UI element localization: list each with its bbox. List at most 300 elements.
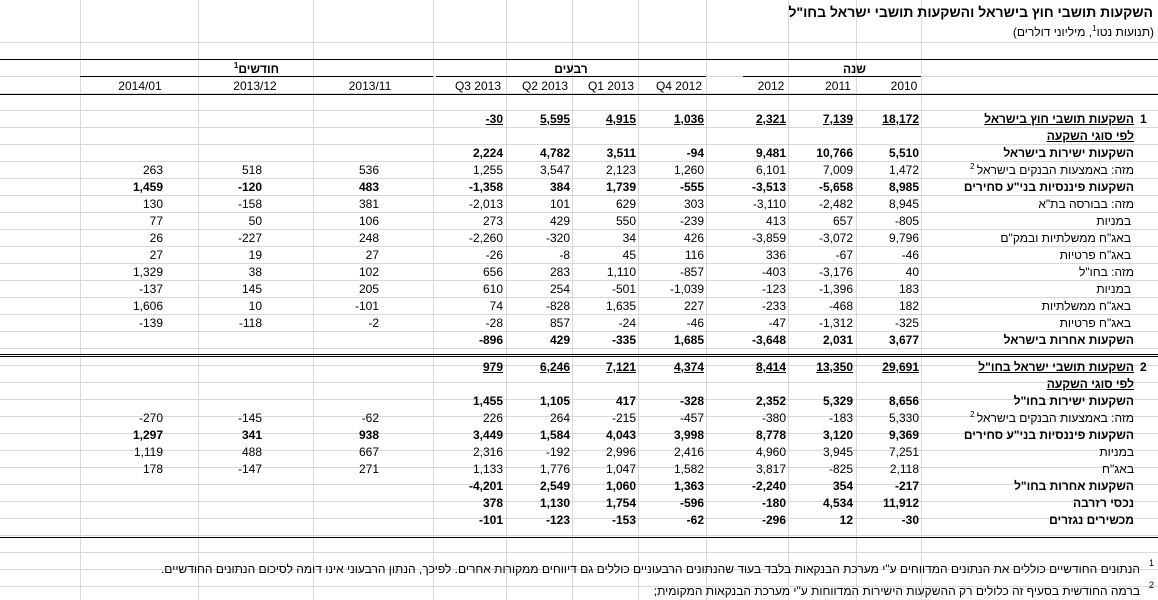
table-cell: 116 (684, 248, 704, 262)
table-cell: 381 (358, 197, 379, 211)
table-cell: -1,358 (468, 180, 503, 194)
gridline (0, 280, 1158, 281)
footnote-ref: 1 (1092, 24, 1097, 33)
column-header: 2013/12 (233, 79, 277, 93)
row-label (1047, 128, 1134, 145)
table-cell: 1,776 (539, 462, 570, 476)
table-cell: 2,996 (605, 445, 636, 459)
table-cell: -3,110 (752, 197, 786, 211)
table-cell: 483 (358, 180, 379, 194)
table-cell: -118 (238, 316, 262, 330)
table-cell: 3,817 (755, 462, 786, 476)
row-label (1014, 478, 1134, 495)
table-cell: 7,251 (888, 445, 919, 459)
table-cell: 1,472 (888, 163, 919, 177)
table-cell: 303 (683, 197, 704, 211)
column-header: 2013/11 (348, 79, 392, 93)
table-cell: 417 (615, 394, 636, 408)
table-cell: 3,945 (822, 445, 853, 459)
table-cell: -62 (686, 513, 704, 527)
table-cell: 8,656 (888, 394, 919, 408)
footnote-ref: 1 (233, 61, 239, 70)
row-label-text: באג"ח פרטיות (1059, 248, 1131, 262)
row-label-text: לפי סוגי השקעה (1046, 129, 1134, 143)
table-cell: -30 (901, 513, 919, 527)
gridline (0, 297, 1158, 298)
row-label (970, 162, 1134, 179)
table-cell: 1,363 (673, 479, 704, 493)
page-subtitle (1013, 24, 1154, 41)
table-cell: -2,240 (751, 479, 786, 493)
row-label (1073, 495, 1134, 512)
gridline (0, 484, 1158, 485)
row-label (1060, 315, 1131, 332)
table-cell: 3,998 (673, 428, 704, 442)
table-cell: 4,782 (539, 146, 570, 160)
table-cell: -328 (679, 394, 704, 408)
table-cell: -3,176 (818, 265, 853, 279)
table-cell: 3,547 (539, 163, 570, 177)
group-header-months-label: חודשים (238, 62, 280, 76)
gridline (0, 535, 1158, 536)
table-cell: 145 (241, 282, 262, 296)
table-cell: -2,260 (468, 231, 503, 245)
table-cell: 7,009 (822, 163, 853, 177)
table-cell: 74 (489, 299, 503, 313)
row-label-text: במניות (1096, 214, 1131, 228)
row-label (978, 359, 1134, 376)
table-cell: 629 (615, 197, 636, 211)
table-cell: -296 (761, 513, 786, 527)
table-cell: 8,945 (888, 197, 919, 211)
table-cell: 205 (358, 282, 379, 296)
table-cell: 4,374 (673, 360, 704, 374)
table-cell: -215 (611, 411, 636, 425)
table-cell: 1,110 (606, 265, 636, 279)
column-header: 2011 (825, 79, 851, 93)
table-cell: 77 (149, 214, 163, 228)
table-cell: -335 (611, 333, 636, 347)
subtitle-part: , מיליוני דולרים) (1012, 25, 1093, 39)
table-cell: 2,352 (755, 394, 786, 408)
row-label-text: השקעות תושבי ישראל בחו"ל (978, 360, 1134, 374)
table-cell: 19 (248, 248, 262, 262)
table-cell: -325 (894, 316, 919, 330)
table-cell: 2,224 (472, 146, 503, 160)
gridline (0, 382, 1158, 383)
table-cell: 536 (358, 163, 379, 177)
table-cell: 1,060 (605, 479, 636, 493)
table-cell: 263 (142, 163, 163, 177)
table-cell: 5,595 (539, 112, 570, 126)
table-cell: 3,449 (472, 428, 503, 442)
column-header: 2012 (757, 79, 785, 93)
table-cell: 226 (482, 411, 503, 425)
row-label-text: לפי סוגי השקעה (1046, 377, 1134, 391)
table-cell: -805 (894, 214, 919, 228)
table-cell: -46 (901, 248, 919, 262)
gridline (0, 246, 1158, 247)
row-label (1047, 376, 1134, 393)
table-cell: 101 (549, 197, 570, 211)
group-header-year: שנה (843, 62, 866, 76)
table-cell: -153 (611, 513, 636, 527)
row-label-text: השקעות פיננסיות בני"ע סחירים (963, 180, 1134, 194)
row-label (1042, 298, 1131, 315)
subtitle-text (1013, 25, 1154, 39)
footnote-ref: 2 (970, 410, 977, 419)
gridline (433, 0, 434, 600)
table-cell: -180 (761, 496, 786, 510)
table-cell: -403 (761, 265, 786, 279)
table-cell: 2,549 (539, 479, 570, 493)
row-label-text: מזה: בחו"ל (1079, 265, 1134, 279)
table-cell: 1,047 (605, 462, 636, 476)
row-label (964, 427, 1134, 444)
table-cell: 9,369 (888, 428, 919, 442)
table-cell: 40 (905, 265, 919, 279)
table-cell: 9,481 (755, 146, 786, 160)
table-cell: 11,912 (882, 496, 919, 510)
table-cell: 1,459 (132, 180, 163, 194)
column-header: Q1 2013 (587, 79, 635, 93)
table-cell: -3,859 (751, 231, 786, 245)
gridline (0, 399, 1158, 400)
table-cell: -2 (368, 316, 379, 330)
table-cell: -227 (237, 231, 262, 245)
group-rule (436, 76, 706, 77)
section-number: 1 (1140, 112, 1147, 126)
table-cell: 26 (149, 231, 163, 245)
table-cell: -270 (138, 411, 163, 425)
table-cell: -46 (686, 316, 704, 330)
row-label-text: השקעות פיננסיות בני"ע סחירים (963, 428, 1134, 442)
table-cell: 50 (248, 214, 262, 228)
row-label-text: במניות (1099, 445, 1134, 459)
gridline (0, 263, 1158, 264)
table-cell: -3,072 (818, 231, 853, 245)
table-cell: 271 (358, 462, 379, 476)
table-cell: 12 (839, 513, 853, 527)
row-label-text: באג"ח ממשלתיות ובמק"ם (1000, 231, 1131, 245)
row-label (1060, 247, 1131, 264)
row-label-text: השקעות תושבי חוץ בישראל (984, 112, 1134, 126)
row-label (970, 410, 1134, 427)
footnote-text: הנתונים החודשיים כוללים את הנתונים המדווחים ע"י מערכת הבנקאות בלבד בעוד שהנתונים הרבעוניים כוללים גם דיווחים ממקורות אחרים. לפיכך, הנתון הרבעוני אינו דומה לסיכום הנתונים החודשיים. (160, 562, 1140, 576)
section-divider (0, 356, 1158, 357)
row-label-text: השקעות ישירות בישראל (1003, 146, 1134, 160)
table-cell: -501 (611, 282, 636, 296)
row-label-text: השקעות אחרות בישראל (1003, 333, 1134, 347)
table-cell: 10 (248, 299, 262, 313)
gridline (0, 348, 1158, 349)
table-cell: -3,513 (751, 180, 786, 194)
gridline (0, 212, 1158, 213)
table-cell: -145 (237, 411, 262, 425)
table-cell: 7,121 (605, 360, 636, 374)
table-cell: 7,139 (822, 112, 853, 126)
table-cell: -28 (485, 316, 503, 330)
table-cell: 1,739 (605, 180, 636, 194)
table-cell: 1,119 (133, 445, 163, 459)
table-cell: -94 (686, 146, 704, 160)
footnote-text: ברמה החודשית בסעיף זה כלולים רק ההשקעות הישירות המדווחות ע"י מערכת הבנקאות המקומית; (653, 584, 1140, 598)
table-cell: 18,172 (882, 112, 919, 126)
row-label (984, 111, 1134, 128)
table-cell: 1,685 (673, 333, 704, 347)
table-cell: -828 (545, 299, 570, 313)
table-cell: 550 (615, 214, 636, 228)
table-cell: 283 (549, 265, 570, 279)
table-cell: 3,677 (888, 333, 919, 347)
table-cell: -192 (545, 445, 570, 459)
gridline (0, 467, 1158, 468)
table-cell: 488 (241, 445, 262, 459)
table-cell: 5,329 (822, 394, 853, 408)
table-cell: 1,754 (605, 496, 636, 510)
table-cell: -233 (761, 299, 786, 313)
gridline (0, 42, 1158, 43)
row-label (1099, 444, 1134, 461)
footnote-ref: 2 (970, 162, 977, 171)
row-label (1079, 264, 1134, 281)
table-cell: 248 (358, 231, 379, 245)
table-cell: 5,330 (888, 411, 919, 425)
table-cell: 1,329 (132, 265, 163, 279)
table-cell: 378 (482, 496, 503, 510)
header-bottom-rule (0, 94, 1158, 95)
table-cell: 264 (549, 411, 570, 425)
table-cell: 1,133 (472, 462, 503, 476)
table-cell: 384 (549, 180, 570, 194)
gridline (80, 0, 81, 600)
table-cell: 182 (898, 299, 919, 313)
table-cell: 2,321 (755, 112, 786, 126)
table-cell: -47 (768, 316, 786, 330)
gridline (0, 144, 1158, 145)
table-cell: 979 (482, 360, 503, 374)
table-cell: 38 (248, 265, 262, 279)
table-cell: 354 (832, 479, 853, 493)
page-title: השקעות תושבי חוץ בישראל והשקעות תושבי ישראל בחו"ל (788, 4, 1153, 20)
table-cell: -26 (485, 248, 503, 262)
table-cell: 6,246 (539, 360, 570, 374)
table-cell: 938 (358, 428, 379, 442)
table-cell: 273 (482, 214, 503, 228)
table-cell: -30 (485, 112, 503, 126)
gridline (0, 450, 1158, 451)
table-cell: -457 (679, 411, 704, 425)
table-cell: 254 (549, 282, 570, 296)
table-cell: -139 (138, 316, 163, 330)
table-cell: 1,297 (132, 428, 163, 442)
table-cell: -67 (835, 248, 853, 262)
group-rule (80, 76, 433, 77)
gridline (0, 552, 1158, 553)
row-label (1096, 281, 1131, 298)
table-cell: 610 (482, 282, 503, 296)
table-cell: 106 (358, 214, 379, 228)
table-cell: -147 (237, 462, 262, 476)
table-cell: 29,691 (882, 360, 919, 374)
table-bottom-rule (0, 537, 1158, 538)
row-label (1004, 332, 1134, 349)
table-cell: 5,510 (888, 146, 919, 160)
table-cell: 857 (549, 316, 570, 330)
table-cell: -217 (894, 479, 919, 493)
table-cell: 426 (683, 231, 704, 245)
table-cell: 1,255 (472, 163, 503, 177)
gridline (0, 518, 1158, 519)
table-cell: -596 (679, 496, 704, 510)
row-label-text: השקעות אחרות בחו"ל (1014, 479, 1134, 493)
group-rule (743, 76, 921, 77)
table-cell: 4,960 (755, 445, 786, 459)
gridline (0, 229, 1158, 230)
table-cell: 1,455 (472, 394, 503, 408)
table-cell: -1,396 (818, 282, 853, 296)
gridline (198, 0, 199, 600)
table-cell: 227 (683, 299, 704, 313)
table-cell: 413 (765, 214, 786, 228)
table-cell: 1,606 (132, 299, 163, 313)
gridline (0, 314, 1158, 315)
table-cell: 27 (365, 248, 379, 262)
table-cell: 8,985 (888, 180, 919, 194)
row-label-text: במניות (1096, 282, 1131, 296)
row-label (1096, 213, 1131, 230)
table-cell: 657 (832, 214, 853, 228)
row-label-text: באג"ח פרטיות (1059, 316, 1131, 330)
table-cell: -62 (361, 411, 379, 425)
table-cell: -896 (478, 333, 503, 347)
table-cell: 4,534 (822, 496, 853, 510)
table-cell: -101 (478, 513, 503, 527)
table-cell: 2,118 (889, 462, 919, 476)
table-cell: 4,043 (605, 428, 636, 442)
table-cell: 429 (549, 214, 570, 228)
column-header: Q3 2013 (454, 79, 502, 93)
table-cell: -2,013 (468, 197, 503, 211)
row-label (1003, 145, 1134, 162)
table-cell: 34 (622, 231, 636, 245)
table-cell: -555 (679, 180, 704, 194)
section-number: 2 (1140, 360, 1147, 374)
group-header-quarters: רבעים (554, 62, 588, 76)
row-label-text: נכסי רזרבה (1072, 496, 1134, 510)
table-cell: 1,105 (539, 394, 570, 408)
table-cell: 2,123 (605, 163, 636, 177)
row-label (1000, 230, 1131, 247)
table-cell: 102 (358, 265, 379, 279)
gridline (313, 0, 314, 600)
table-cell: 3,120 (822, 428, 853, 442)
table-cell: 2,031 (822, 333, 853, 347)
table-cell: 3,511 (606, 146, 636, 160)
table-cell: -468 (828, 299, 853, 313)
row-label-text: מזה: באמצעות הבנקים בישראל (976, 163, 1134, 177)
section-divider (0, 354, 1158, 355)
table-cell: -137 (138, 282, 163, 296)
table-cell: 10,766 (816, 146, 853, 160)
gridline (0, 331, 1158, 332)
table-cell: -101 (354, 299, 379, 313)
table-cell: -158 (237, 197, 262, 211)
table-cell: -1,312 (818, 316, 853, 330)
row-label-text: באג"ח (1102, 462, 1134, 476)
table-cell: -857 (679, 265, 704, 279)
column-header: 2014/01 (118, 79, 162, 93)
table-cell: 1,036 (673, 112, 704, 126)
header-top-rule (0, 59, 1158, 60)
table-cell: 178 (142, 462, 163, 476)
row-label (1049, 512, 1134, 529)
table-cell: -123 (761, 282, 786, 296)
gridline (0, 501, 1158, 502)
row-label-text: באג"ח ממשלתיות (1041, 299, 1131, 313)
table-cell: 1,130 (539, 496, 570, 510)
row-label-text: מזה: בבורסה בת"א (1038, 197, 1134, 211)
table-cell: 13,350 (816, 360, 853, 374)
subtitle-part: (תנועות נטו (1096, 25, 1154, 39)
table-cell: 336 (765, 248, 786, 262)
table-cell: 1,584 (539, 428, 570, 442)
table-cell: 8,778 (755, 428, 786, 442)
row-label-text: מכשירים נגזרים (1049, 513, 1134, 527)
table-cell: -4,201 (468, 479, 503, 493)
row-label (964, 179, 1134, 196)
table-cell: -380 (761, 411, 786, 425)
table-cell: 518 (241, 163, 262, 177)
row-label-text: מזה: באמצעות הבנקים בישראל (976, 411, 1134, 425)
table-cell: -5,658 (818, 180, 853, 194)
table-cell: -120 (237, 180, 262, 194)
table-cell: 667 (358, 445, 379, 459)
table-cell: 1,635 (605, 299, 636, 313)
footnote-mark: 1 (1148, 558, 1154, 568)
table-cell: -24 (618, 316, 636, 330)
table-cell: 656 (482, 265, 503, 279)
footnote-mark: 2 (1148, 580, 1154, 590)
table-cell: 8,414 (755, 360, 786, 374)
table-cell: -123 (545, 513, 570, 527)
table-cell: 9,796 (888, 231, 919, 245)
table-cell: 2,316 (472, 445, 503, 459)
column-header: 2010 (890, 79, 918, 93)
table-cell: 1,582 (673, 462, 704, 476)
column-header: Q4 2012 (655, 79, 703, 93)
table-cell: -1,039 (669, 282, 704, 296)
row-label (1038, 196, 1134, 213)
column-header: Q2 2013 (521, 79, 569, 93)
table-cell: -3,648 (751, 333, 786, 347)
table-cell: -8 (559, 248, 570, 262)
row-label-text: השקעות ישירות בחו"ל (1013, 394, 1134, 408)
table-cell: 130 (142, 197, 163, 211)
table-cell: -825 (828, 462, 853, 476)
table-cell: 1,260 (673, 163, 704, 177)
table-cell: 341 (241, 428, 262, 442)
table-cell: 27 (149, 248, 163, 262)
row-label (1102, 461, 1134, 478)
table-cell: 4,915 (605, 112, 636, 126)
table-cell: 6,101 (755, 163, 786, 177)
table-cell: 45 (622, 248, 636, 262)
table-cell: -239 (679, 214, 704, 228)
table-cell: -2,482 (818, 197, 853, 211)
table-cell: -183 (828, 411, 853, 425)
table-cell: 2,416 (673, 445, 704, 459)
